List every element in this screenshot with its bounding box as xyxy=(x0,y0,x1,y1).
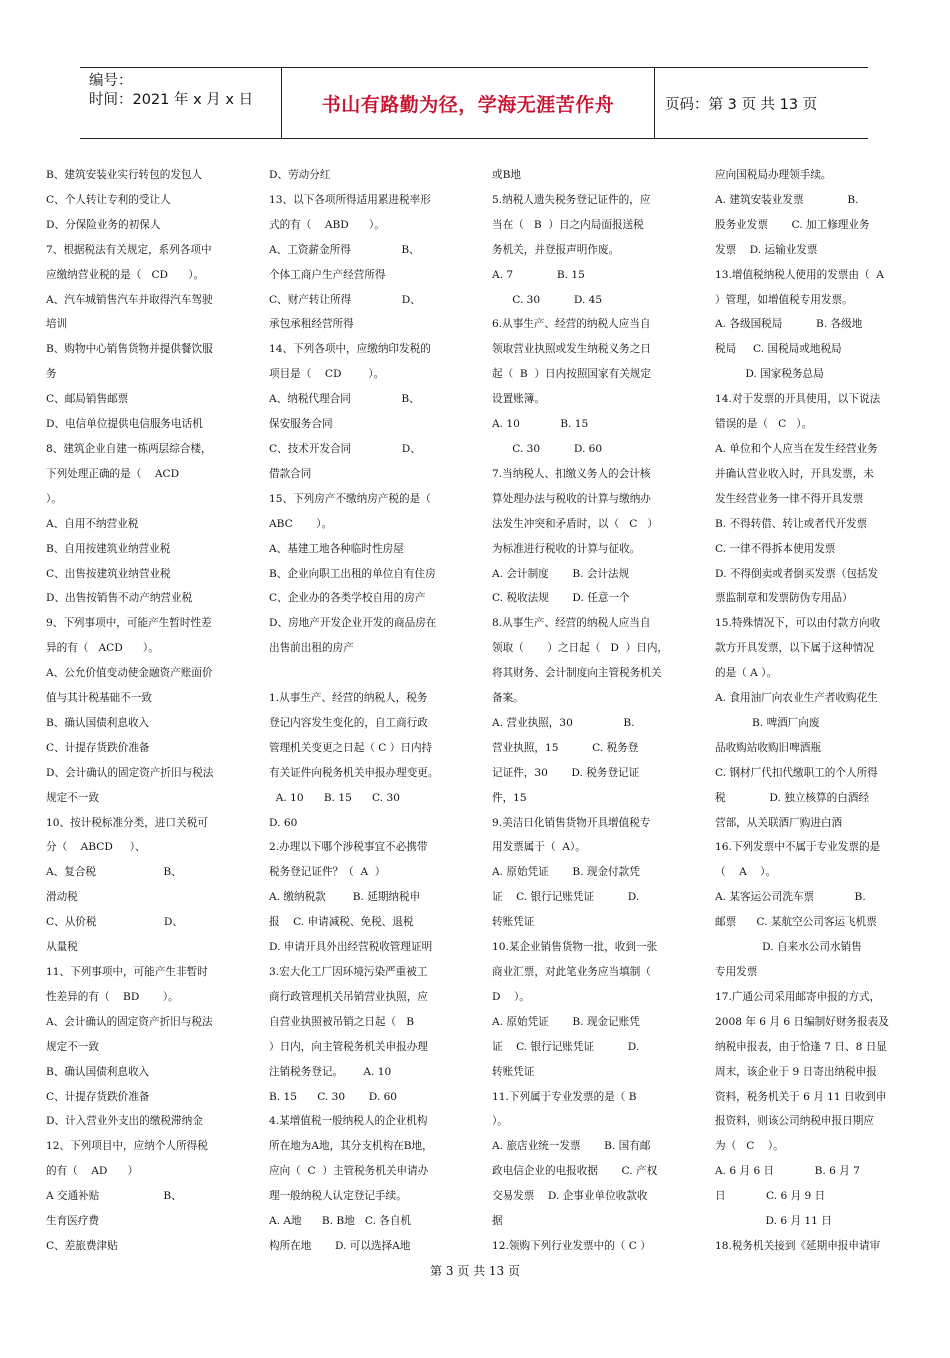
text-line: 报资料，则该公司纳税申报日期应 xyxy=(715,1115,874,1128)
text-line: 管理机关变更之日起（ C ）日内持 xyxy=(269,741,433,754)
document-date-label: 时间：2021 年 x 月 x 日 xyxy=(89,92,254,108)
text-line: 有关证件向税务机关申报办理变更。 xyxy=(269,766,439,779)
text-line: C、企业办的各类学校自用的房产 xyxy=(269,592,426,605)
text-line: 款方开具发票，以下属于这种情况 xyxy=(715,642,874,655)
footer-page-number: 第 3 页 共 13 页 xyxy=(430,1264,520,1278)
text-line: 为标准进行税收的计算与征收。 xyxy=(492,542,641,555)
text-line: 务机关，并登报声明作废。 xyxy=(492,243,620,256)
text-line: 16.下列发票中不属于专业发票的是 xyxy=(715,841,881,854)
text-line: 10.某企业销售货物一批，收到一张 xyxy=(492,941,658,954)
text-line: 出售前出租的房产 xyxy=(269,642,354,655)
text-line: B、建筑安装业实行转包的发包人 xyxy=(46,169,203,181)
text-line: 件，15 xyxy=(492,791,527,804)
text-line: C、邮局销售邮票 xyxy=(46,393,129,406)
text-line: 税局 C. 国税局或地税局 xyxy=(715,343,842,356)
text-line: 15.特殊情况下，可以由付款方向收 xyxy=(715,617,881,630)
text-line: A、公允价值变动使金融资产账面价 xyxy=(46,667,213,680)
text-line: 或B地 xyxy=(492,169,521,181)
text-line: 4.某增值税一般纳税人的企业机构 xyxy=(269,1115,428,1128)
text-line: A、纳税代理合同 B、 xyxy=(269,393,420,406)
text-line: 下列处理正确的是（ ACD xyxy=(46,467,180,480)
text-line: 14、下列各项中，应缴纳印发税的 xyxy=(269,343,431,356)
text-line: A、汽车城销售汽车并取得汽车驾驶 xyxy=(46,293,213,306)
text-line: 2008 年 6 月 6 日编制好财务报表及 xyxy=(715,1015,889,1028)
text-line: 2.办理以下哪个涉税事宜不必携带 xyxy=(269,841,428,854)
text-line: A. 10 B. 15 C. 30 xyxy=(269,791,400,804)
text-line: 据 xyxy=(492,1215,503,1228)
text-line: A. 原始凭证 B. 现金付款凭 xyxy=(492,866,640,879)
text-line: A. 会计制度 B. 会计法规 xyxy=(492,567,630,580)
text-line: C、技术开发合同 D、 xyxy=(269,442,421,455)
text-line: C、财产转让所得 D、 xyxy=(269,293,421,306)
text-line: A. 某客运公司洗车票 B. xyxy=(715,891,866,904)
text-line: 商行政管理机关吊销营业执照，应 xyxy=(269,990,428,1003)
text-line: 领取营业执照或发生纳税义务之日 xyxy=(492,343,651,356)
text-line: 并确认营业收入时，开具发票，未 xyxy=(715,467,874,480)
text-line: 营部，从关联酒厂购进白酒 xyxy=(715,816,843,829)
page-footer xyxy=(0,1262,950,1279)
text-line: A. 缴纳税款 B. 延期纳税申 xyxy=(269,891,421,904)
text-line: 6.从事生产、经营的纳税人应当自 xyxy=(492,318,651,331)
text-line: 7、根据税法有关规定，系列各项中 xyxy=(46,243,212,256)
text-line: 应向（ C ）主管税务机关申请办 xyxy=(269,1165,429,1178)
text-line: 8、建筑企业自建一栋两层综合楼， xyxy=(46,442,212,455)
text-line: D. 不得倒卖或者倒买发票（包括发 xyxy=(715,567,879,580)
text-line: 值与其计税基础不一致 xyxy=(46,692,152,705)
text-line: 股务业发票 C. 加工修理业务 xyxy=(715,218,870,231)
text-line: 14.对于发票的开具使用，以下说法 xyxy=(715,393,881,406)
text-line: 17.广通公司采用邮寄申报的方式， xyxy=(715,990,881,1003)
text-line: D. 60 xyxy=(269,816,298,829)
text-line: 生育医疗费 xyxy=(46,1215,99,1228)
text-line: 式的有（ ABD ）。 xyxy=(269,218,385,231)
text-line: C、个人转让专利的受让人 xyxy=(46,193,171,206)
text-line: C、计提存货跌价准备 xyxy=(46,1090,150,1103)
text-line: 周末，该企业于 9 日寄出纳税申报 xyxy=(715,1065,877,1078)
text-line: 所在地为A地，其分支机构在B地， xyxy=(269,1140,433,1153)
text-line: A. 食用油厂向农业生产者收购花生 xyxy=(715,692,878,705)
text-line: 培训 xyxy=(46,318,68,331)
text-line: 日 C. 6 月 9 日 xyxy=(715,1190,826,1203)
text-line: C. 30 D. 60 xyxy=(492,442,603,455)
text-line: 转账凭证 xyxy=(492,1065,535,1078)
text-line: ）日内，向主管税务机关申报办理 xyxy=(269,1040,428,1053)
text-column-3 xyxy=(492,163,687,1259)
text-line: 领取（ ）之日起（ D ）日内， xyxy=(492,642,669,655)
text-line: 记证件，30 D. 税务登记证 xyxy=(492,766,640,779)
text-line: A 交通补贴 B、 xyxy=(46,1190,182,1203)
text-line: C. 一律不得拆本使用发票 xyxy=(715,542,836,555)
text-line: 自营业执照被吊销之日起（ B xyxy=(269,1015,415,1028)
text-line: A. 原始凭证 B. 现金记账凭 xyxy=(492,1015,640,1028)
text-line: 1.从事生产、经营的纳税人，税务 xyxy=(269,692,428,705)
text-line: 将其财务、会计制度向主管税务机关 xyxy=(492,667,662,680)
text-line: 算处理办法与税收的计算与缴纳办 xyxy=(492,492,651,505)
text-line: 借款合同 xyxy=(269,467,312,480)
text-line: D. 申请开具外出经营税收管理证明 xyxy=(269,941,433,954)
text-line: B、自用按建筑业纳营业税 xyxy=(46,542,171,555)
text-line: A. A地 B. B地 C. 各自机 xyxy=(269,1215,412,1228)
text-line: A. 建筑安装业发票 B. xyxy=(715,193,859,206)
text-line: 税务登记证件？（ A ） xyxy=(269,866,386,879)
text-line: 当在（ B ）日之内局面报送税 xyxy=(492,218,644,231)
text-column-2 xyxy=(269,163,461,1259)
text-line: 登记内容发生变化的，自工商行政 xyxy=(269,716,428,729)
text-line: 纳税申报表，由于恰逢 7 日、8 日显 xyxy=(715,1040,887,1053)
text-line: C、计提存货跌价准备 xyxy=(46,741,150,754)
text-line: 发生经营业务一律不得开具发票 xyxy=(715,492,864,505)
text-line: 9.美洁日化销售货物开具增值税专 xyxy=(492,816,651,829)
text-line: 专用发票 xyxy=(715,966,758,978)
text-line: 转账凭证 xyxy=(492,916,535,929)
text-line: D、分保险业务的初保人 xyxy=(46,218,161,231)
text-line: A、复合税 B、 xyxy=(46,866,182,879)
text-line: A、会计确认的固定资产折旧与税法 xyxy=(46,1015,213,1028)
text-line: 规定不一致 xyxy=(46,1040,99,1053)
text-line: D、房地产开发企业开发的商品房在 xyxy=(269,617,437,630)
header-page-cell xyxy=(655,68,868,138)
text-line: D、出售按销售不动产纳营业税 xyxy=(46,592,193,605)
text-line: 13、以下各项所得适用累进税率形 xyxy=(269,193,431,206)
text-line: 10、按计税标准分类，进口关税可 xyxy=(46,816,208,829)
text-line: 从量税 xyxy=(46,941,78,954)
text-line: 5.纳税人遗失税务登记证件的，应 xyxy=(492,193,651,206)
text-line: 分（ ABCD ）、 xyxy=(46,841,146,854)
text-line: 为（ C ）。 xyxy=(715,1140,784,1153)
text-line: D、电信单位提供电信服务电话机 xyxy=(46,418,203,431)
text-line: B、确认国债利息收入 xyxy=(46,1065,150,1078)
text-line: 证 C. 银行记账凭证 D. xyxy=(492,1040,640,1053)
text-line: 发票 D. 运输业发票 xyxy=(715,243,818,256)
text-line: 报 C. 申请减税、免税、退税 xyxy=(269,916,414,929)
text-line: 的有（ AD ） xyxy=(46,1165,139,1178)
text-line: 营业执照，15 C. 税务登 xyxy=(492,741,639,754)
text-line: D. 6 月 11 日 xyxy=(715,1215,832,1228)
text-line: D、计入营业外支出的缴税滞纳金 xyxy=(46,1115,203,1128)
text-line: 规定不一致 xyxy=(46,791,99,804)
text-line: 保安服务合同 xyxy=(269,418,333,431)
text-line: B、企业向职工出租的单位自有住房 xyxy=(269,567,436,580)
text-line: 滑动税 xyxy=(46,891,78,904)
header-page-label: 页码：第 3 页 共 13 页 xyxy=(665,96,818,113)
text-line: 政电信企业的电报收据 C. 产权 xyxy=(492,1165,658,1178)
text-line: D. 自来水公司水销售 xyxy=(715,941,862,954)
text-line: 注销税务登记。 A. 10 xyxy=(269,1065,392,1078)
text-line: 的是（ A ）。 xyxy=(715,667,778,680)
text-line: C、出售按建筑业纳营业税 xyxy=(46,567,171,580)
text-line: C. 30 D. 45 xyxy=(492,293,603,306)
text-line: C. 税收法规 D. 任意一个 xyxy=(492,592,630,605)
text-line: 备案。 xyxy=(492,692,524,705)
text-line: 商业汇票，对此笔业务应当填制（ xyxy=(492,966,651,978)
text-line: 性差异的有（ BD ）。 xyxy=(46,990,179,1003)
text-line: 12.领购下列行业发票中的（ C ） xyxy=(492,1239,651,1252)
text-line: B. 15 C. 30 D. 60 xyxy=(269,1090,398,1103)
text-line: A. 营业执照，30 B. xyxy=(492,716,635,729)
text-line: ）。 xyxy=(46,492,62,505)
text-line: D、劳动分红 xyxy=(269,169,331,181)
text-line: 18.税务机关接到《延期申报申请审 xyxy=(715,1239,881,1252)
text-line: 错误的是（ C ）。 xyxy=(715,418,813,431)
text-line: 项目是（ CD ）。 xyxy=(269,368,385,381)
text-column-1 xyxy=(46,163,241,1259)
text-line: 应缴纳营业税的是（ CD ）。 xyxy=(46,268,205,281)
text-line: A、工资薪金所得 B、 xyxy=(269,243,420,256)
text-line: A、自用不纳营业税 xyxy=(46,517,139,530)
text-line: 承包承租经营所得 xyxy=(269,318,354,331)
header-info-cell xyxy=(80,68,282,138)
text-line: 资料，税务机关于 6 月 11 日收到申 xyxy=(715,1090,887,1103)
text-line: 起（ B ）日内按照国家有关规定 xyxy=(492,368,651,381)
text-line: D. 国家税务总局 xyxy=(715,368,824,381)
text-line: B、确认国债利息收入 xyxy=(46,716,150,729)
text-line: C、从价税 D、 xyxy=(46,916,183,929)
text-line: 7.当纳税人、扣缴义务人的会计核 xyxy=(492,467,651,480)
text-line: （ A ）。 xyxy=(715,866,777,879)
text-line: A. 10 B. 15 xyxy=(492,418,589,431)
text-line: 设置账簿。 xyxy=(492,393,545,406)
text-line: 税 D. 独立核算的白酒经 xyxy=(715,791,869,804)
text-line: 应向国税局办理领手续。 xyxy=(715,169,832,181)
text-line: C. 钢材厂代扣代缴职工的个人所得 xyxy=(715,766,878,779)
text-line: 证 C. 银行记账凭证 D. xyxy=(492,891,640,904)
text-line: ）。 xyxy=(492,1115,508,1128)
text-line: 品收购站收购旧啤酒瓶 xyxy=(715,741,821,754)
text-line: A. 6 月 6 日 B. 6 月 7 xyxy=(715,1165,860,1178)
text-line: ABC ）。 xyxy=(269,517,333,530)
text-line: D ）。 xyxy=(492,990,530,1003)
text-line xyxy=(269,661,461,686)
text-line: 理一般纳税人认定登记手续。 xyxy=(269,1190,407,1203)
text-line: 票监制章和发票防伪专用品） xyxy=(715,592,853,605)
text-line: D、会计确认的固定资产折旧与税法 xyxy=(46,766,214,779)
text-line: A. 各级国税局 B. 各级地 xyxy=(715,318,863,331)
text-line: 务 xyxy=(46,368,57,381)
text-line: B. 不得转借、转让或者代开发票 xyxy=(715,517,868,530)
header-motto: 书山有路勤为径，学海无涯苦作舟 xyxy=(321,93,615,116)
text-column-4 xyxy=(715,163,910,1259)
text-line: ）管理，如增值税专用发票。 xyxy=(715,293,853,306)
text-line: A、基建工地各种临时性房屋 xyxy=(269,542,404,555)
text-line: 3.宏大化工厂因环境污染严重被工 xyxy=(269,965,428,978)
text-line: 9、下列事项中，可能产生暂时性差 xyxy=(46,617,212,630)
text-line: A. 单位和个人应当在发生经营业务 xyxy=(715,442,878,455)
header-motto-cell xyxy=(282,68,655,138)
text-line: 15、下列房产不缴纳房产税的是（ xyxy=(269,492,431,505)
text-line: 异的有（ ACD ）。 xyxy=(46,642,159,655)
text-line: 构所在地 D. 可以选择A地 xyxy=(269,1239,411,1252)
text-line: 8.从事生产、经营的纳税人应当自 xyxy=(492,617,651,630)
document-code-label: 编号： xyxy=(89,73,133,89)
text-line: 13.增值税纳税人使用的发票由（ A xyxy=(715,268,884,281)
text-line: B. 啤酒厂向废 xyxy=(715,716,820,729)
text-line: 12、下列项目中，应纳个人所得税 xyxy=(46,1140,208,1153)
text-line: 邮票 C. 某航空公司客运飞机票 xyxy=(715,916,877,929)
text-line: A. 7 B. 15 xyxy=(492,268,585,281)
text-line: 11.下列属于专业发票的是（ B xyxy=(492,1090,637,1103)
document-header xyxy=(80,67,868,139)
text-line: 法发生冲突和矛盾时，以（ C ） xyxy=(492,517,659,530)
text-line: B、购物中心销售货物并提供餐饮服 xyxy=(46,343,213,356)
text-line: 11、下列事项中，可能产生非暂时 xyxy=(46,966,208,978)
text-line: 交易发票 D. 企事业单位收款收 xyxy=(492,1190,648,1203)
text-line: 用发票属于（ A）。 xyxy=(492,841,586,854)
text-line: A. 旅店业统一发票 B. 国有邮 xyxy=(492,1140,651,1153)
text-line: 个体工商户生产经营所得 xyxy=(269,268,386,281)
text-line: C、差旅费津贴 xyxy=(46,1239,118,1252)
